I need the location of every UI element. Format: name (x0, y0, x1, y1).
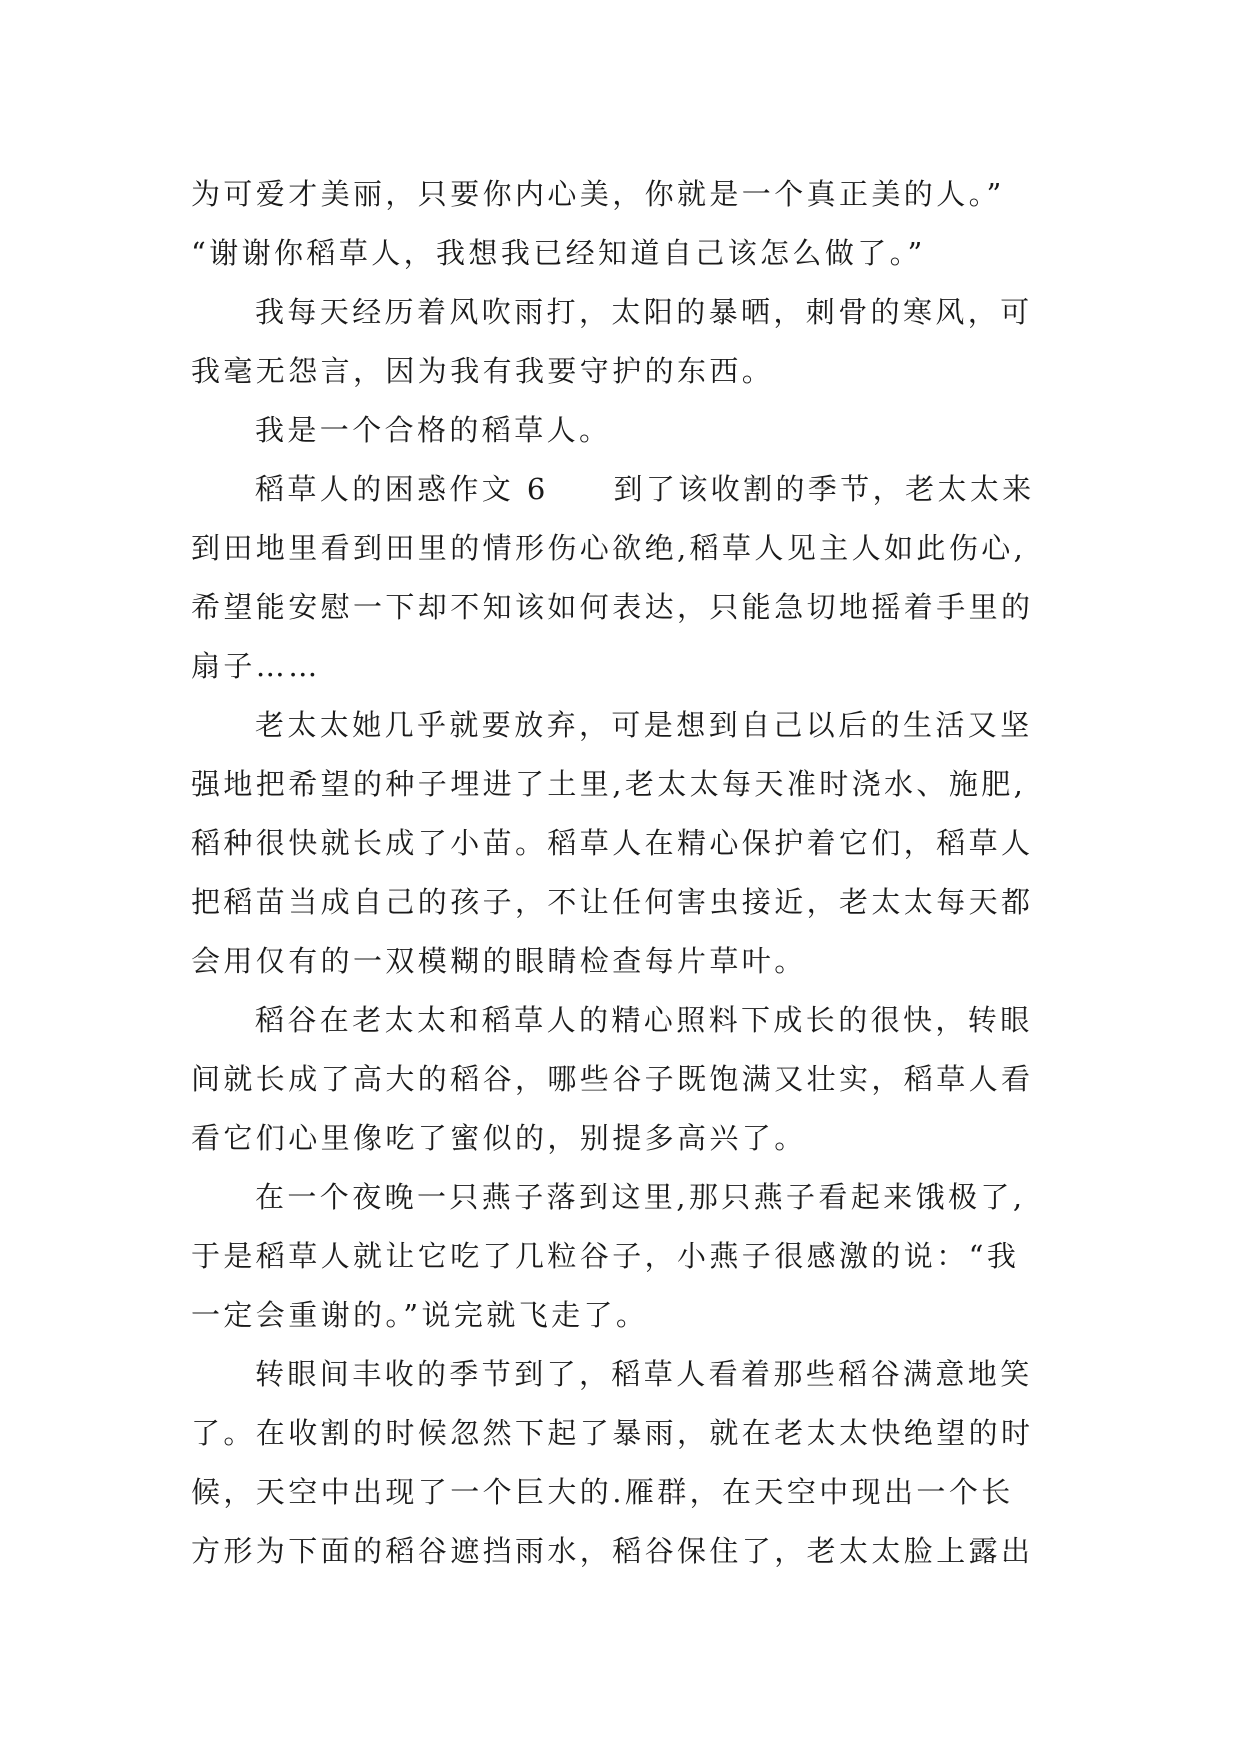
text-line: “谢谢你稻草人，我想我已经知道自己该怎么做了。” (191, 236, 926, 270)
text-line: 我是一个合格的稻草人。 (255, 413, 612, 447)
text-line: 稻种很快就长成了小苗。稻草人在精心保护着它们，稻草人 (191, 826, 1034, 860)
section-heading-line: 稻草人的困惑作文 6 到了该收割的季节，老太太来 (255, 472, 1035, 506)
text-line: 把稻苗当成自己的孩子，不让任何害虫接近，老太太每天都 (191, 885, 1034, 919)
text-line: 会用仅有的一双模糊的眼睛检查每片草叶。 (191, 944, 807, 978)
text-line: 方形为下面的稻谷遮挡雨水，稻谷保住了，老太太脸上露出 (191, 1534, 1034, 1568)
text-line: 稻谷在老太太和稻草人的精心照料下成长的很快，转眼 (255, 1003, 1033, 1037)
text-line: 强地把希望的种子埋进了土里,老太太每天准时浇水、施肥, (191, 767, 1027, 801)
text-line: 看它们心里像吃了蜜似的，别提多高兴了。 (191, 1121, 807, 1155)
text-line: 我毫无怨言，因为我有我要守护的东西。 (191, 354, 775, 388)
text-line: 候，天空中出现了一个巨大的.雁群，在天空中现出一个长 (191, 1475, 1014, 1509)
text-line: 希望能安慰一下却不知该如何表达，只能急切地摇着手里的 (191, 590, 1034, 624)
text-line: 了。在收割的时候忽然下起了暴雨，就在老太太快绝望的时 (191, 1416, 1034, 1450)
text-line: 转眼间丰收的季节到了，稻草人看着那些稻谷满意地笑 (255, 1357, 1033, 1391)
essay-text (191, 165, 1051, 1581)
text-line: 于是稻草人就让它吃了几粒谷子，小燕子很感激的说：“我 (191, 1239, 1020, 1273)
text-line: 老太太她几乎就要放弃，可是想到自己以后的生活又坚 (255, 708, 1033, 742)
text-line: 间就长成了高大的稻谷，哪些谷子既饱满又壮实，稻草人看 (191, 1062, 1034, 1096)
text-line: 我每天经历着风吹雨打，太阳的暴晒，刺骨的寒风，可 (255, 295, 1033, 329)
text-line: 在一个夜晚一只燕子落到这里,那只燕子看起来饿极了, (255, 1180, 1026, 1214)
text-line: 一定会重谢的。”说完就飞走了。 (191, 1298, 649, 1332)
text-line: 到田地里看到田里的情形伤心欲绝,稻草人见主人如此伤心, (191, 531, 1027, 565)
text-line: 扇子…… (191, 649, 321, 683)
text-line: 为可爱才美丽，只要你内心美，你就是一个真正美的人。” (191, 177, 1005, 211)
